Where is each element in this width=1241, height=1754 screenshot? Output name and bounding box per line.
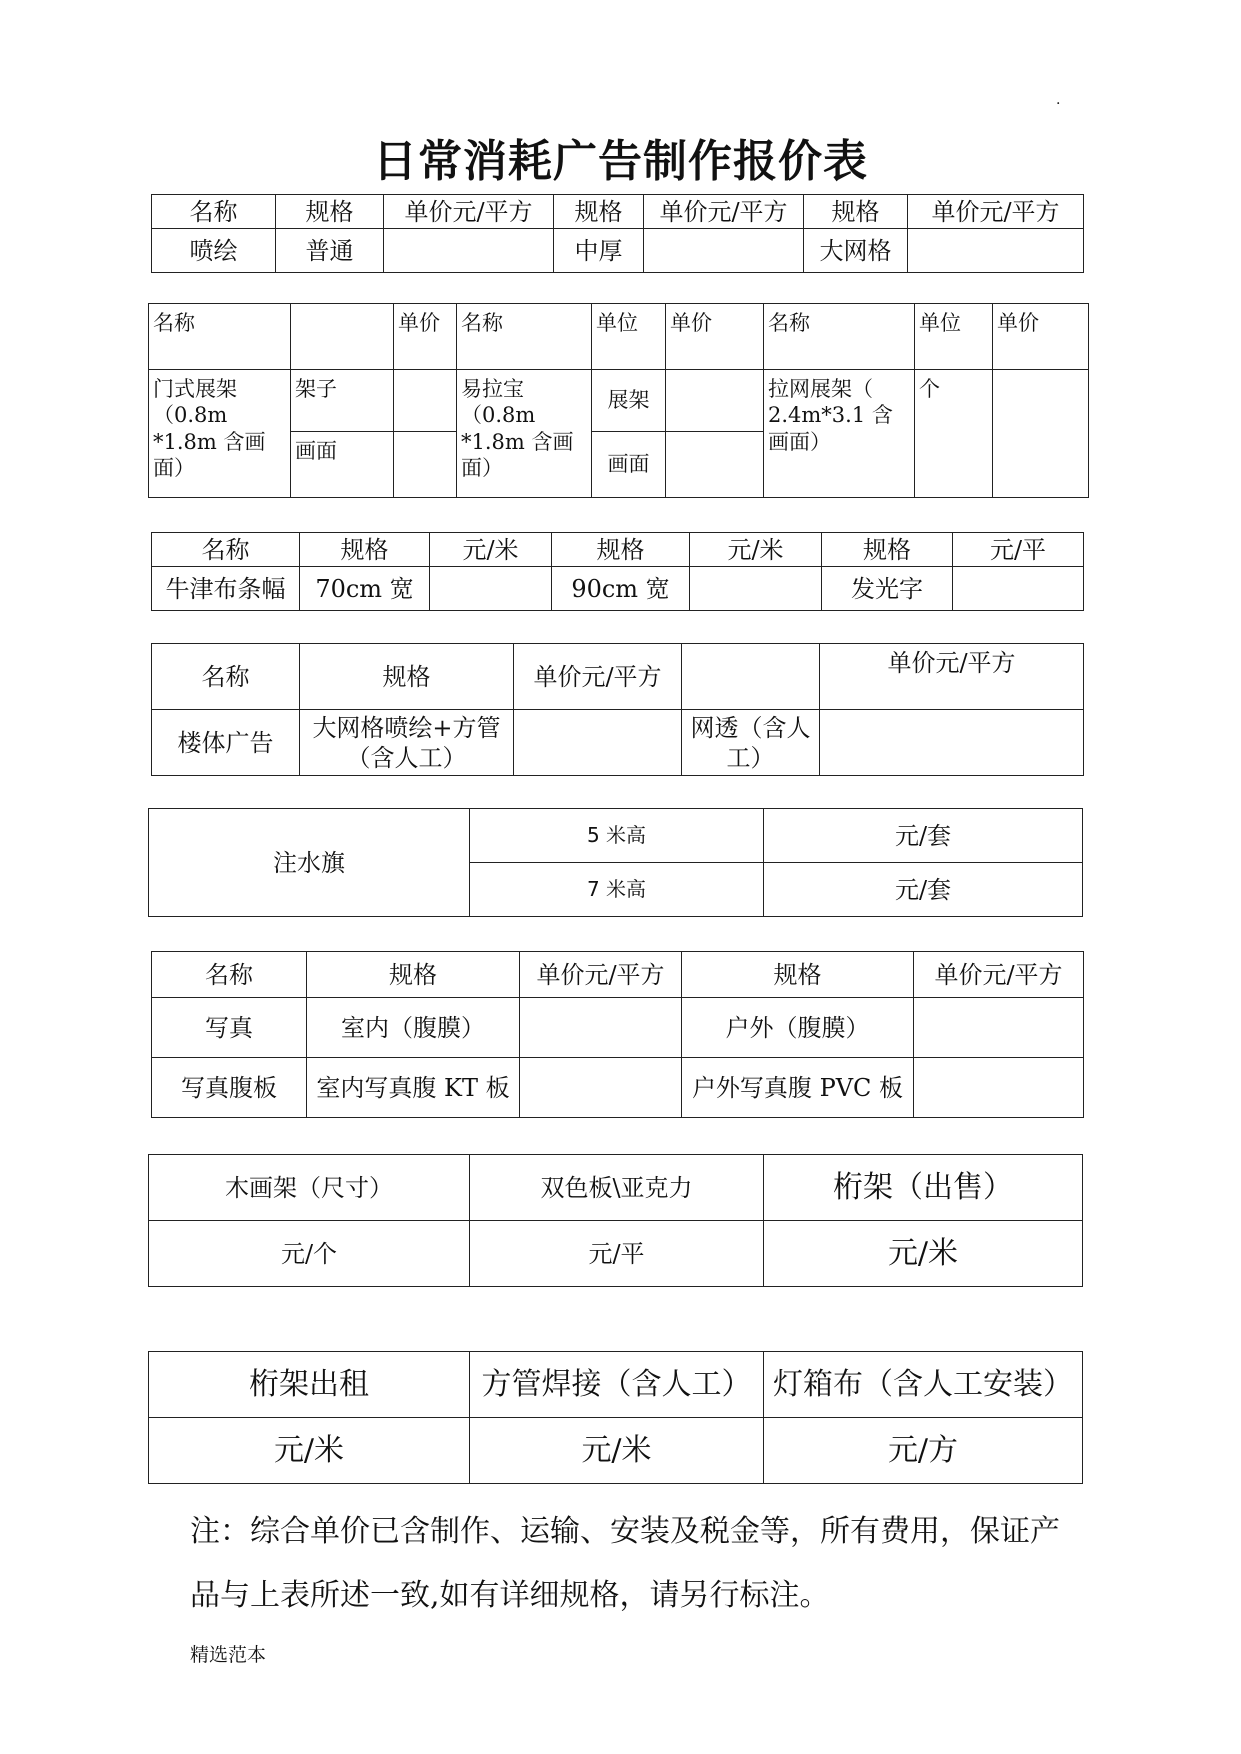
data-cell bbox=[430, 567, 552, 611]
header-cell: 单价元/平方 bbox=[384, 195, 554, 229]
header-cell: 名称 bbox=[152, 644, 300, 710]
header-cell: 规格 bbox=[822, 533, 953, 567]
header-cell: 桁架（出售） bbox=[764, 1155, 1083, 1221]
data-cell: 大网格喷绘+方管（含人工） bbox=[300, 710, 514, 776]
header-cell: 元/米 bbox=[430, 533, 552, 567]
header-cell: 单价元/平方 bbox=[914, 952, 1084, 998]
item-rollup: 易拉宝（0.8m *1.8m 含画面） bbox=[457, 370, 592, 498]
data-cell bbox=[914, 998, 1084, 1058]
header-cell bbox=[682, 644, 820, 710]
header-cell: 双色板\亚克力 bbox=[470, 1155, 764, 1221]
data-cell: 室内（腹膜） bbox=[307, 998, 520, 1058]
item-picture: 画面 bbox=[592, 432, 666, 498]
data-cell bbox=[666, 370, 764, 432]
data-cell bbox=[993, 370, 1089, 498]
data-cell: 写真腹板 bbox=[152, 1058, 307, 1118]
table-water-flags bbox=[148, 808, 1083, 917]
data-cell: 普通 bbox=[276, 229, 384, 273]
spec-cell: 5 米高 bbox=[470, 809, 764, 863]
data-cell bbox=[514, 710, 682, 776]
header-cell: 规格 bbox=[307, 952, 520, 998]
data-cell: 户外写真腹 PVC 板 bbox=[682, 1058, 914, 1118]
header-cell: 名称 bbox=[457, 304, 592, 370]
data-cell bbox=[644, 229, 804, 273]
data-cell bbox=[520, 998, 682, 1058]
table-inkjet bbox=[151, 194, 1084, 273]
corner-dot: . bbox=[1056, 92, 1061, 108]
unit-cell: 元/米 bbox=[764, 1221, 1083, 1287]
unit-cell: 元/方 bbox=[764, 1418, 1083, 1484]
page-title: 日常消耗广告制作报价表 bbox=[373, 136, 868, 187]
header-cell: 规格 bbox=[804, 195, 908, 229]
item-net-stand: 拉网展架（ 2.4m*3.1 含画面） bbox=[764, 370, 915, 498]
unit-cell: 元/个 bbox=[149, 1221, 470, 1287]
footer-text: 精选范本 bbox=[190, 1644, 267, 1666]
header-cell: 规格 bbox=[552, 533, 690, 567]
data-cell: 大网格 bbox=[804, 229, 908, 273]
data-cell: 室内写真腹 KT 板 bbox=[307, 1058, 520, 1118]
unit-cell: 元/套 bbox=[764, 809, 1083, 863]
unit-cell: 元/米 bbox=[149, 1418, 470, 1484]
header-cell: 单价元/平方 bbox=[520, 952, 682, 998]
data-cell: 户外（腹膜） bbox=[682, 998, 914, 1058]
data-cell: 发光字 bbox=[822, 567, 953, 611]
header-cell: 规格 bbox=[682, 952, 914, 998]
data-cell: 90cm 宽 bbox=[552, 567, 690, 611]
data-cell bbox=[820, 710, 1084, 776]
data-cell bbox=[394, 432, 457, 498]
header-cell: 方管焊接（含人工） bbox=[470, 1352, 764, 1418]
header-cell: 规格 bbox=[300, 644, 514, 710]
data-cell bbox=[384, 229, 554, 273]
data-cell bbox=[690, 567, 822, 611]
data-cell: 写真 bbox=[152, 998, 307, 1058]
unit-cell: 个 bbox=[915, 370, 993, 498]
table-photo-prints bbox=[151, 951, 1084, 1118]
header-cell: 单价 bbox=[993, 304, 1089, 370]
unit-cell: 元/套 bbox=[764, 863, 1083, 917]
header-cell: 规格 bbox=[300, 533, 430, 567]
header-cell: 单价元/平方 bbox=[514, 644, 682, 710]
header-cell: 名称 bbox=[149, 304, 291, 370]
header-cell: 单价元/平方 bbox=[644, 195, 804, 229]
data-cell bbox=[394, 370, 457, 432]
table-truss-rental bbox=[148, 1351, 1083, 1484]
header-cell: 灯箱布（含人工安装） bbox=[764, 1352, 1083, 1418]
spec-cell: 7 米高 bbox=[470, 863, 764, 917]
table-banners bbox=[151, 532, 1084, 611]
table-building-ads bbox=[151, 643, 1084, 776]
data-cell: 中厚 bbox=[554, 229, 644, 273]
data-cell bbox=[520, 1058, 682, 1118]
data-cell: 牛津布条幅 bbox=[152, 567, 300, 611]
item-door-stand: 门式展架（0.8m *1.8m 含画面） bbox=[149, 370, 291, 498]
header-cell: 单位 bbox=[592, 304, 666, 370]
header-cell: 单价 bbox=[394, 304, 457, 370]
header-cell: 名称 bbox=[152, 533, 300, 567]
header-cell: 桁架出租 bbox=[149, 1352, 470, 1418]
table-frames-boards bbox=[148, 1154, 1083, 1287]
header-cell bbox=[291, 304, 394, 370]
header-cell: 单价 bbox=[666, 304, 764, 370]
data-cell: 楼体广告 bbox=[152, 710, 300, 776]
header-cell: 名称 bbox=[152, 952, 307, 998]
unit-cell: 元/平 bbox=[470, 1221, 764, 1287]
header-cell: 元/米 bbox=[690, 533, 822, 567]
pricing-note: 注：综合单价已含制作、运输、安装及税金等，所有费用，保证产品与上表所述一致,如有详细规格，请另行标注。 bbox=[190, 1514, 1060, 1613]
data-cell bbox=[953, 567, 1084, 611]
data-cell bbox=[914, 1058, 1084, 1118]
table-display-stands bbox=[148, 303, 1089, 498]
data-cell bbox=[666, 432, 764, 498]
header-cell: 名称 bbox=[764, 304, 915, 370]
item-frame: 架子 bbox=[291, 370, 394, 432]
item-stand: 展架 bbox=[592, 370, 666, 432]
item-water-flag: 注水旗 bbox=[149, 809, 470, 917]
header-cell: 名称 bbox=[152, 195, 276, 229]
header-cell: 元/平 bbox=[953, 533, 1084, 567]
header-cell: 单位 bbox=[915, 304, 993, 370]
data-cell: 70cm 宽 bbox=[300, 567, 430, 611]
header-cell: 单价元/平方 bbox=[820, 644, 1084, 710]
header-cell: 木画架（尺寸） bbox=[149, 1155, 470, 1221]
header-cell: 规格 bbox=[276, 195, 384, 229]
header-cell: 单价元/平方 bbox=[908, 195, 1084, 229]
unit-cell: 元/米 bbox=[470, 1418, 764, 1484]
item-picture: 画面 bbox=[291, 432, 394, 498]
data-cell: 网透（含人工） bbox=[682, 710, 820, 776]
header-cell: 规格 bbox=[554, 195, 644, 229]
data-cell bbox=[908, 229, 1084, 273]
data-cell: 喷绘 bbox=[152, 229, 276, 273]
